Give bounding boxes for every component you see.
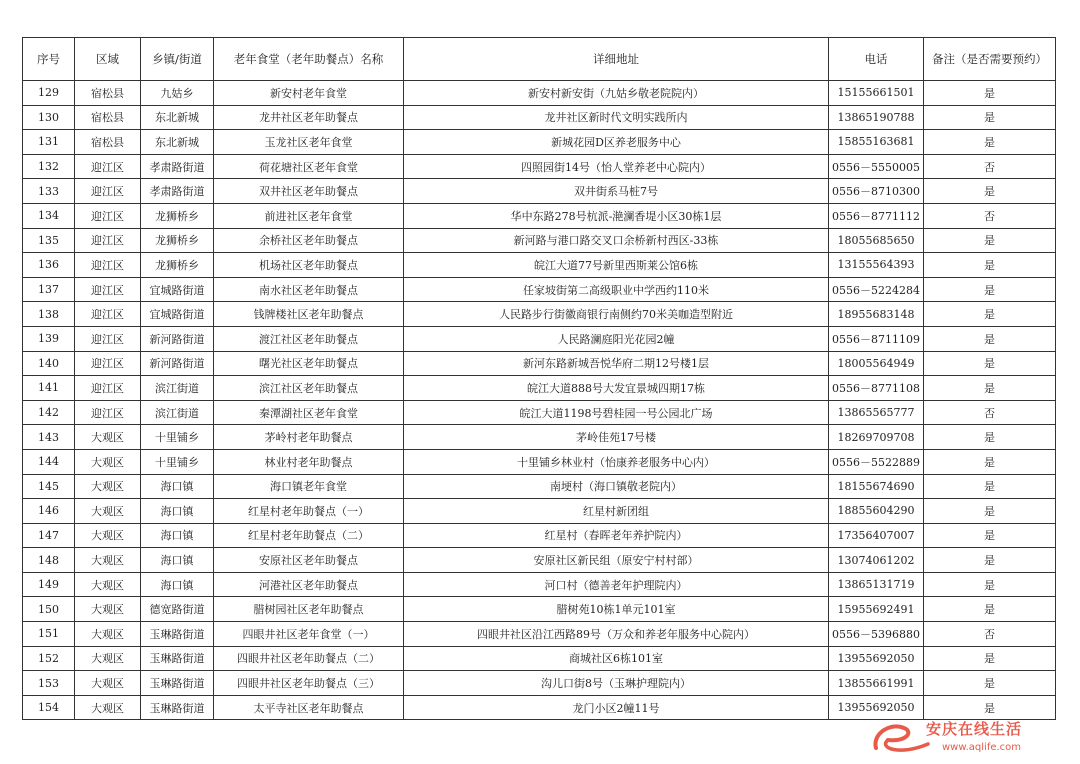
cell-town: 玉琳路街道 (141, 622, 214, 647)
cell-canteen-name: 林业村老年助餐点 (214, 449, 404, 474)
cell-phone: 18955683148 (829, 302, 924, 327)
cell-phone: 13955692050 (829, 695, 924, 720)
cell-reservation: 是 (924, 130, 1056, 155)
cell-address: 皖江大道77号新里西斯莱公馆6栋 (404, 253, 829, 278)
cell-reservation: 是 (924, 277, 1056, 302)
cell-phone: 13865565777 (829, 400, 924, 425)
cell-district: 大观区 (75, 474, 141, 499)
table-row (23, 572, 1056, 597)
cell-serial: 135 (23, 228, 75, 253)
cell-canteen-name: 渡江社区老年助餐点 (214, 326, 404, 351)
cell-district: 迎江区 (75, 253, 141, 278)
cell-serial: 145 (23, 474, 75, 499)
cell-address: 双井街系马桩7号 (404, 179, 829, 204)
table-row (23, 622, 1056, 647)
cell-serial: 152 (23, 646, 75, 671)
cell-serial: 148 (23, 548, 75, 573)
table-row (23, 523, 1056, 548)
cell-reservation: 是 (924, 597, 1056, 622)
cell-serial: 130 (23, 105, 75, 130)
header-canteen-name: 老年食堂（老年助餐点）名称 (214, 38, 404, 81)
cell-serial: 136 (23, 253, 75, 278)
cell-canteen-name: 新安村老年食堂 (214, 81, 404, 106)
cell-town: 玉琳路街道 (141, 695, 214, 720)
cell-district: 大观区 (75, 646, 141, 671)
cell-reservation: 否 (924, 400, 1056, 425)
cell-reservation: 否 (924, 622, 1056, 647)
table-row (23, 376, 1056, 401)
cell-district: 迎江区 (75, 179, 141, 204)
table-row (23, 253, 1056, 278)
cell-address: 四照园街14号（怡人堂养老中心院内） (404, 154, 829, 179)
cell-reservation: 是 (924, 179, 1056, 204)
cell-address: 任家坡街第二高级职业中学西约110米 (404, 277, 829, 302)
cell-serial: 131 (23, 130, 75, 155)
table-row (23, 597, 1056, 622)
cell-canteen-name: 曙光社区老年助餐点 (214, 351, 404, 376)
cell-serial: 139 (23, 326, 75, 351)
cell-reservation: 是 (924, 326, 1056, 351)
table-header-row (23, 38, 1056, 81)
cell-reservation: 是 (924, 302, 1056, 327)
cell-serial: 146 (23, 499, 75, 524)
cell-serial: 143 (23, 425, 75, 450)
cell-reservation: 是 (924, 81, 1056, 106)
cell-reservation: 是 (924, 228, 1056, 253)
header-town: 乡镇/街道 (141, 38, 214, 81)
cell-canteen-name: 茅岭村老年助餐点 (214, 425, 404, 450)
cell-phone: 18055685650 (829, 228, 924, 253)
cell-district: 大观区 (75, 425, 141, 450)
cell-district: 迎江区 (75, 154, 141, 179)
cell-town: 龙狮桥乡 (141, 253, 214, 278)
table-row (23, 499, 1056, 524)
cell-district: 大观区 (75, 572, 141, 597)
cell-serial: 154 (23, 695, 75, 720)
cell-serial: 141 (23, 376, 75, 401)
cell-address: 龙井社区新时代文明实践所内 (404, 105, 829, 130)
cell-reservation: 是 (924, 253, 1056, 278)
e-swoosh-logo-icon (870, 718, 932, 758)
cell-reservation: 是 (924, 474, 1056, 499)
cell-address: 四眼井社区沿江西路89号（万众和养老年服务中心院内） (404, 622, 829, 647)
header-district: 区域 (75, 38, 141, 81)
cell-district: 迎江区 (75, 277, 141, 302)
header-address: 详细地址 (404, 38, 829, 81)
cell-town: 十里铺乡 (141, 425, 214, 450)
table-row (23, 326, 1056, 351)
table-row (23, 105, 1056, 130)
cell-address: 人民路澜庭阳光花园2幢 (404, 326, 829, 351)
cell-serial: 134 (23, 203, 75, 228)
cell-district: 迎江区 (75, 376, 141, 401)
cell-reservation: 否 (924, 154, 1056, 179)
table-row (23, 548, 1056, 573)
cell-canteen-name: 玉龙社区老年食堂 (214, 130, 404, 155)
cell-district: 大观区 (75, 523, 141, 548)
cell-reservation: 是 (924, 671, 1056, 696)
table-row (23, 81, 1056, 106)
cell-town: 海口镇 (141, 572, 214, 597)
cell-serial: 140 (23, 351, 75, 376)
cell-serial: 150 (23, 597, 75, 622)
header-phone: 电话 (829, 38, 924, 81)
site-watermark (870, 712, 1080, 764)
cell-serial: 151 (23, 622, 75, 647)
cell-canteen-name: 四眼井社区老年助餐点（三） (214, 671, 404, 696)
cell-address: 华中东路278号杭派-滟澜香堤小区30栋1层 (404, 203, 829, 228)
cell-reservation: 是 (924, 449, 1056, 474)
cell-canteen-name: 红星村老年助餐点（一） (214, 499, 404, 524)
table-row (23, 646, 1056, 671)
cell-address: 新河东路新城吾悦华府二期12号楼1层 (404, 351, 829, 376)
cell-canteen-name: 四眼井社区老年助餐点（二） (214, 646, 404, 671)
cell-district: 大观区 (75, 548, 141, 573)
cell-town: 孝肃路街道 (141, 179, 214, 204)
cell-reservation: 是 (924, 499, 1056, 524)
cell-canteen-name: 荷花塘社区老年食堂 (214, 154, 404, 179)
cell-reservation: 是 (924, 105, 1056, 130)
cell-town: 宜城路街道 (141, 302, 214, 327)
cell-phone: 0556－8771112 (829, 203, 924, 228)
cell-reservation: 是 (924, 351, 1056, 376)
watermark-title: 安庆在线生活 (926, 720, 1023, 738)
cell-town: 海口镇 (141, 474, 214, 499)
cell-serial: 138 (23, 302, 75, 327)
cell-district: 大观区 (75, 695, 141, 720)
cell-address: 商城社区6栋101室 (404, 646, 829, 671)
cell-address: 人民路步行街徽商银行南侧约70米美咖造型附近 (404, 302, 829, 327)
table-row (23, 474, 1056, 499)
cell-address: 茅岭佳苑17号楼 (404, 425, 829, 450)
cell-address: 新安村新安街（九姑乡敬老院院内） (404, 81, 829, 106)
table-row (23, 400, 1056, 425)
cell-phone: 18855604290 (829, 499, 924, 524)
cell-address: 河口村（德善老年护理院内） (404, 572, 829, 597)
cell-phone: 13074061202 (829, 548, 924, 573)
cell-address: 龙门小区2幢11号 (404, 695, 829, 720)
cell-canteen-name: 滨江社区老年助餐点 (214, 376, 404, 401)
cell-reservation: 是 (924, 425, 1056, 450)
cell-reservation: 是 (924, 548, 1056, 573)
table-row (23, 449, 1056, 474)
header-reservation-note: 备注（是否需要预约） (924, 38, 1056, 81)
cell-canteen-name: 秦潭湖社区老年食堂 (214, 400, 404, 425)
cell-town: 新河路街道 (141, 351, 214, 376)
cell-town: 玉琳路街道 (141, 671, 214, 696)
cell-town: 海口镇 (141, 548, 214, 573)
cell-reservation: 否 (924, 203, 1056, 228)
cell-reservation: 是 (924, 376, 1056, 401)
cell-address: 皖江大道1198号碧桂园一号公园北广场 (404, 400, 829, 425)
cell-reservation: 是 (924, 646, 1056, 671)
cell-serial: 129 (23, 81, 75, 106)
cell-serial: 133 (23, 179, 75, 204)
cell-district: 宿松县 (75, 81, 141, 106)
cell-canteen-name: 安原社区老年助餐点 (214, 548, 404, 573)
cell-canteen-name: 四眼井社区老年食堂（一） (214, 622, 404, 647)
cell-town: 龙狮桥乡 (141, 228, 214, 253)
cell-phone: 0556－8710300 (829, 179, 924, 204)
cell-address: 新城花园D区养老服务中心 (404, 130, 829, 155)
cell-canteen-name: 前进社区老年食堂 (214, 203, 404, 228)
cell-town: 孝肃路街道 (141, 154, 214, 179)
cell-serial: 149 (23, 572, 75, 597)
cell-phone: 15955692491 (829, 597, 924, 622)
cell-town: 宜城路街道 (141, 277, 214, 302)
cell-canteen-name: 海口镇老年食堂 (214, 474, 404, 499)
table-row (23, 228, 1056, 253)
table-row (23, 179, 1056, 204)
cell-phone: 13855661991 (829, 671, 924, 696)
cell-district: 大观区 (75, 671, 141, 696)
cell-town: 九姑乡 (141, 81, 214, 106)
cell-district: 迎江区 (75, 400, 141, 425)
cell-address: 红星村（春晖老年养护院内） (404, 523, 829, 548)
cell-canteen-name: 双井社区老年助餐点 (214, 179, 404, 204)
cell-phone: 0556－5522889 (829, 449, 924, 474)
watermark-url: www.aqlife.com (942, 742, 1022, 753)
table-body (23, 81, 1056, 720)
table-row (23, 277, 1056, 302)
cell-town: 东北新城 (141, 105, 214, 130)
cell-canteen-name: 机场社区老年助餐点 (214, 253, 404, 278)
cell-phone: 0556－5224284 (829, 277, 924, 302)
cell-phone: 18269709708 (829, 425, 924, 450)
cell-phone: 0556－5550005 (829, 154, 924, 179)
table-row (23, 203, 1056, 228)
cell-phone: 15155661501 (829, 81, 924, 106)
cell-canteen-name: 河港社区老年助餐点 (214, 572, 404, 597)
cell-address: 安原社区新民组（原安宁村村部） (404, 548, 829, 573)
cell-address: 新河路与港口路交叉口余桥新村西区-33栋 (404, 228, 829, 253)
cell-address: 皖江大道888号大发宜景城四期17栋 (404, 376, 829, 401)
table-row (23, 425, 1056, 450)
cell-phone: 13865190788 (829, 105, 924, 130)
cell-serial: 144 (23, 449, 75, 474)
cell-town: 新河路街道 (141, 326, 214, 351)
cell-address: 红星村新团组 (404, 499, 829, 524)
cell-town: 海口镇 (141, 523, 214, 548)
cell-canteen-name: 余桥社区老年助餐点 (214, 228, 404, 253)
table-row (23, 302, 1056, 327)
cell-serial: 137 (23, 277, 75, 302)
cell-serial: 147 (23, 523, 75, 548)
cell-serial: 132 (23, 154, 75, 179)
cell-phone: 0556－8711109 (829, 326, 924, 351)
cell-town: 滨江街道 (141, 400, 214, 425)
cell-address: 南埂村（海口镇敬老院内） (404, 474, 829, 499)
cell-phone: 0556－8771108 (829, 376, 924, 401)
cell-phone: 17356407007 (829, 523, 924, 548)
table-row (23, 351, 1056, 376)
cell-district: 大观区 (75, 622, 141, 647)
cell-phone: 0556－5396880 (829, 622, 924, 647)
cell-town: 海口镇 (141, 499, 214, 524)
cell-canteen-name: 红星村老年助餐点（二） (214, 523, 404, 548)
cell-reservation: 是 (924, 572, 1056, 597)
cell-town: 滨江街道 (141, 376, 214, 401)
cell-district: 迎江区 (75, 326, 141, 351)
cell-canteen-name: 太平寺社区老年助餐点 (214, 695, 404, 720)
cell-address: 十里铺乡林业村（怡康养老服务中心内） (404, 449, 829, 474)
cell-canteen-name: 腊树园社区老年助餐点 (214, 597, 404, 622)
table-row (23, 154, 1056, 179)
table-row (23, 130, 1056, 155)
cell-canteen-name: 钱牌楼社区老年助餐点 (214, 302, 404, 327)
cell-town: 十里铺乡 (141, 449, 214, 474)
cell-district: 大观区 (75, 597, 141, 622)
cell-phone: 15855163681 (829, 130, 924, 155)
cell-reservation: 是 (924, 695, 1056, 720)
cell-address: 沟儿口街8号（玉琳护理院内） (404, 671, 829, 696)
cell-district: 大观区 (75, 449, 141, 474)
canteen-table (22, 37, 1056, 720)
cell-district: 迎江区 (75, 203, 141, 228)
cell-phone: 13155564393 (829, 253, 924, 278)
cell-serial: 142 (23, 400, 75, 425)
cell-town: 玉琳路街道 (141, 646, 214, 671)
cell-town: 德宽路街道 (141, 597, 214, 622)
cell-town: 龙狮桥乡 (141, 203, 214, 228)
cell-district: 迎江区 (75, 351, 141, 376)
cell-town: 东北新城 (141, 130, 214, 155)
cell-district: 迎江区 (75, 302, 141, 327)
cell-phone: 13955692050 (829, 646, 924, 671)
cell-address: 腊树苑10栋1单元101室 (404, 597, 829, 622)
cell-phone: 18005564949 (829, 351, 924, 376)
cell-district: 迎江区 (75, 228, 141, 253)
cell-reservation: 是 (924, 523, 1056, 548)
cell-serial: 153 (23, 671, 75, 696)
header-serial: 序号 (23, 38, 75, 81)
cell-district: 大观区 (75, 499, 141, 524)
cell-phone: 18155674690 (829, 474, 924, 499)
table-row (23, 671, 1056, 696)
cell-canteen-name: 龙井社区老年助餐点 (214, 105, 404, 130)
cell-district: 宿松县 (75, 130, 141, 155)
cell-canteen-name: 南水社区老年助餐点 (214, 277, 404, 302)
cell-district: 宿松县 (75, 105, 141, 130)
cell-phone: 13865131719 (829, 572, 924, 597)
